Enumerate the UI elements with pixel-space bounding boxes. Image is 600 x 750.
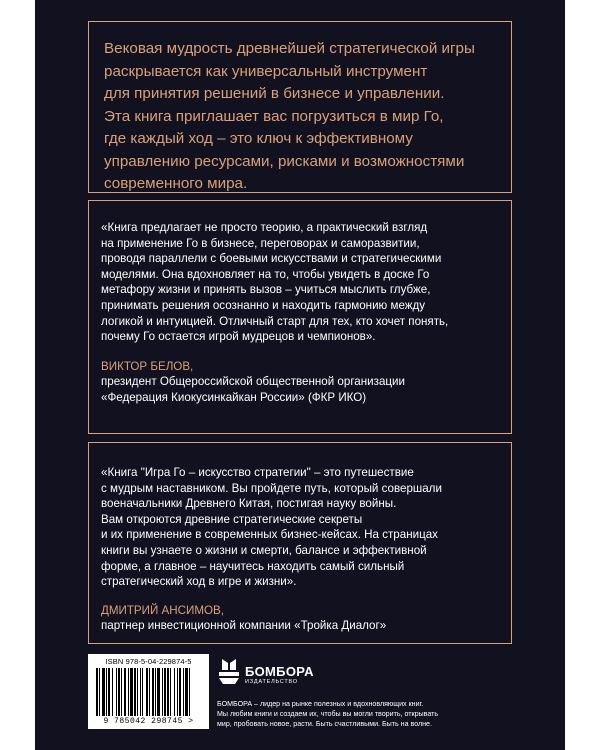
book-back-cover: [35, 0, 565, 750]
bombora-logo-icon: [217, 657, 241, 685]
publisher-subtitle: ИЗДАТЕЛЬСТВО: [245, 679, 298, 685]
intro-box: [88, 21, 512, 193]
publisher-description: БОМБОРА – лидер на рынке полезных и вдохновляющих книг. Мы любим книги и создаем их, чтобы вы могли творить, открывать мир, пробовать новое, расти. Быть счастливыми. Быть на волне.: [217, 700, 439, 728]
publisher-name: БОМБОРА: [245, 664, 314, 679]
review-author-role: президент Общероссийской общественной организации «Федерация Киокусинкайкан России» (ФКР ИКО): [101, 375, 405, 404]
publisher-block: [217, 657, 517, 737]
review-box-2: [88, 442, 512, 644]
barcode-number: 9 785042 298745 >: [103, 717, 194, 726]
review-author: ВИКТОР БЕЛОВ,: [101, 359, 194, 373]
barcode-bars: [96, 668, 201, 716]
review-author-role: партнер инвестиционной компании «Тройка Диалог»: [101, 619, 387, 633]
barcode: [88, 654, 209, 729]
review-box-1: [88, 200, 512, 434]
review-author: ДМИТРИЙ АНСИМОВ,: [101, 603, 224, 617]
review-quote: «Книга "Игра Го – искусство стратегии" – это путешествие с мудрым наставником. Вы пройдете путь, который совершали военачальники Древнего Китая, постигая науку войны. Вам откроются древние стратегические секреты и их применение в современных бизнес-кейсах. На страницах книги вы узнаете о жизни и смерти, балансе и эффективной форме, а главное – научитесь находить самый сильный стратегический ход в игре и жизни».: [101, 466, 442, 589]
review-quote: «Книга предлагает не просто теорию, а практический взгляд на применение Го в бизнесе, переговорах и саморазвитии, проводя параллели с боевыми искусствами и стратегическими моделями. Она вдохновляет на то, чтобы увидеть в доске Го метафору жизни и принять вызов – учиться мыслить глубже, принимать решения осознанно и находить гармонию между логикой и интуицией. Отличный старт для тех, кто хочет понять, почему Го остается игрой мудрецов и чемпионов».: [101, 221, 449, 344]
isbn-label: ISBN 978-5-04-229874-5: [105, 657, 192, 666]
intro-text: Вековая мудрость древнейшей стратегической игры раскрывается как универсальный инструмент для принятия решений в бизнесе и управлении. Эта книга приглашает вас погрузиться в мир Го, где каждый ход – это ключ к эффективному управлению ресурсами, рисками и возможностями современного мира.: [104, 40, 475, 192]
